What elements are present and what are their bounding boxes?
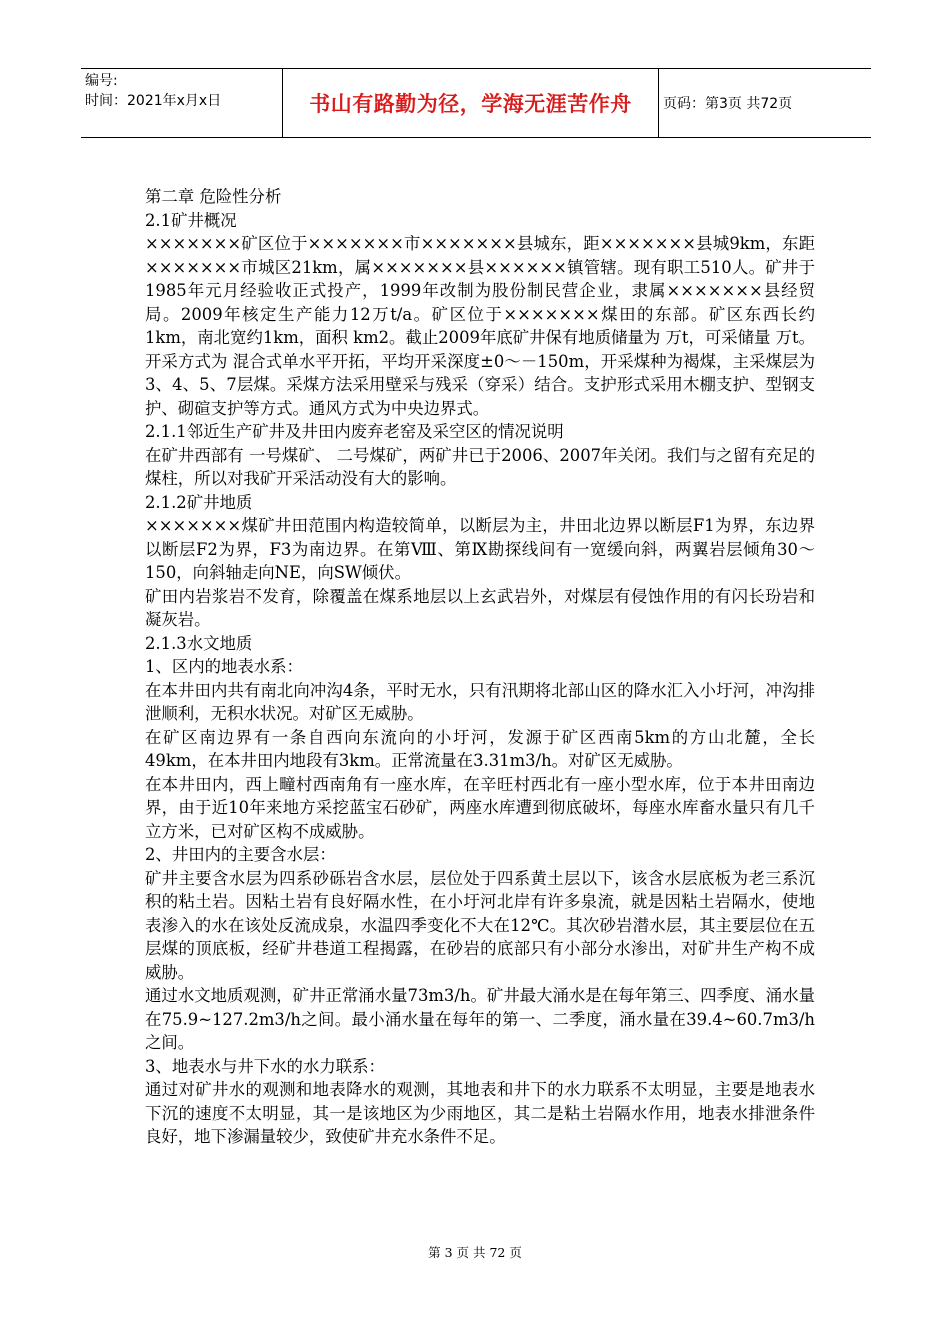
subsection-heading: 1、区内的地表水系： [145, 657, 303, 676]
document-number-label: 编号: [85, 73, 118, 89]
body-paragraph: 在本井田内共有南北向冲沟4条，平时无水，只有汛期将北部山区的降水汇入小圩河，冲沟排泄顺利，无积水状况。对矿区无威胁。 [145, 680, 815, 723]
body-paragraph: 在矿井西部有 一号煤矿、 二号煤矿，两矿井已于2006、2007年关闭。我们与之留有充足的煤柱，所以对我矿开采活动没有大的影响。 [145, 445, 815, 488]
section-heading: 2.1.2矿井地质 [145, 492, 253, 512]
body-paragraph: 在矿区南边界有一条自西向东流向的小圩河，发源于矿区西南5km的方山北麓，全长49km，在本井田内地段有3km。正常流量在3.31m3/h。对矿区无威胁。 [145, 727, 815, 770]
body-paragraph: ×××××××矿区位于×××××××市×××××××县城东，距×××××××县城9km，东距×××××××市城区21km，属×××××××县××××××镇管辖。现有职工510人。矿井于1985年元月经验收正式投产，1999年改制为股份制民营企业，隶属×××××××县经贸局。2009年核定生产能力12万t/a。矿区位于×××××××煤田的东部。矿区东西长约 1km，南北宽约1km，面积 km2。截止2009年底矿井保有地质储量为 万t，可采储量 万t。开采方式为 混合式单水平开拓，平均开采深度±0～－150m，开采煤种为褐煤，主采煤层为3、4、5、7层煤。采煤方法采用壁采与残采（穿采）结合。支护形式采用木棚支护、型钢支护、砌碹支护等方式。通风方式为中央边界式。 [145, 234, 815, 418]
body-paragraph: 矿井主要含水层为四系砂砾岩含水层，层位处于四系黄土层以下，该含水层底板为老三系沉积的粘土岩。因粘土岩有良好隔水性，在小圩河北岸有许多泉流，就是因粘土岩隔水，使地表渗入的水在该处反流成泉，水温四季变化不大在12℃。其次砂岩潜水层，其主要层位在五层煤的顶底板，经矿井巷道工程揭露，在砂岩的底部只有小部分水渗出，对矿井生产构不成威胁。 [145, 868, 815, 982]
header-motto: 书山有路勤为径，学海无涯苦作舟 [309, 92, 632, 116]
chapter-title: 第二章 危险性分析 [145, 187, 282, 206]
body-paragraph: 矿田内岩浆岩不发育，除覆盖在煤系地层以上玄武岩外，对煤层有侵蚀作用的有闪长玢岩和凝灰岩。 [145, 586, 815, 629]
document-date-label: 时间：2021年x月x日 [85, 93, 222, 109]
header-meta [81, 69, 283, 137]
header-page-cell [659, 69, 871, 137]
body-paragraph: 通过水文地质观测，矿井正常涌水量73m3/h。矿井最大涌水是在每年第三、四季度、涌水量在75.9~127.2m3/h之间。最小涌水量在每年的第一、二季度，涌水量在39.4~60.7m3/h之间。 [145, 986, 815, 1052]
section-heading: 2.1矿井概况 [145, 210, 237, 230]
header-page-number: 页码：第3页 共72页 [663, 96, 793, 112]
body-paragraph: 通过对矿井水的观测和地表降水的观测，其地表和井下的水力联系不太明显，主要是地表水下沉的速度不太明显，其一是该地区为少雨地区，其二是粘土岩隔水作用，地表水排泄条件良好，地下渗漏量较少，致使矿井充水条件不足。 [145, 1080, 815, 1146]
subsection-heading: 2、井田内的主要含水层： [145, 845, 336, 864]
body-paragraph: 在本井田内，西上疃村西南角有一座水库，在辛旺村西北有一座小型水库，位于本井田南边界，由于近10年来地方采挖蓝宝石砂矿，两座水库遭到彻底破坏，每座水库畜水量只有几千立方米，已对矿区构不成威胁。 [145, 774, 815, 841]
page-footer: 第 3 页 共 72 页 [428, 1245, 522, 1260]
page-header [81, 68, 871, 138]
section-heading: 2.1.1邻近生产矿井及井田内废弃老窑及采空区的情况说明 [145, 422, 564, 441]
subsection-heading: 3、地表水与井下水的水力联系： [145, 1056, 385, 1076]
body-paragraph: ×××××××煤矿井田范围内构造较简单，以断层为主，井田北边界以断层F1为界，东边界以断层F2为界，F3为南边界。在第Ⅷ、第Ⅸ勘探线间有一宽缓向斜，两翼岩层倾角30～150，向斜轴走向NE，向SW倾伏。 [145, 516, 815, 582]
header-motto-cell [283, 69, 659, 137]
document-body [145, 185, 815, 1149]
section-heading: 2.1.3水文地质 [145, 633, 253, 653]
